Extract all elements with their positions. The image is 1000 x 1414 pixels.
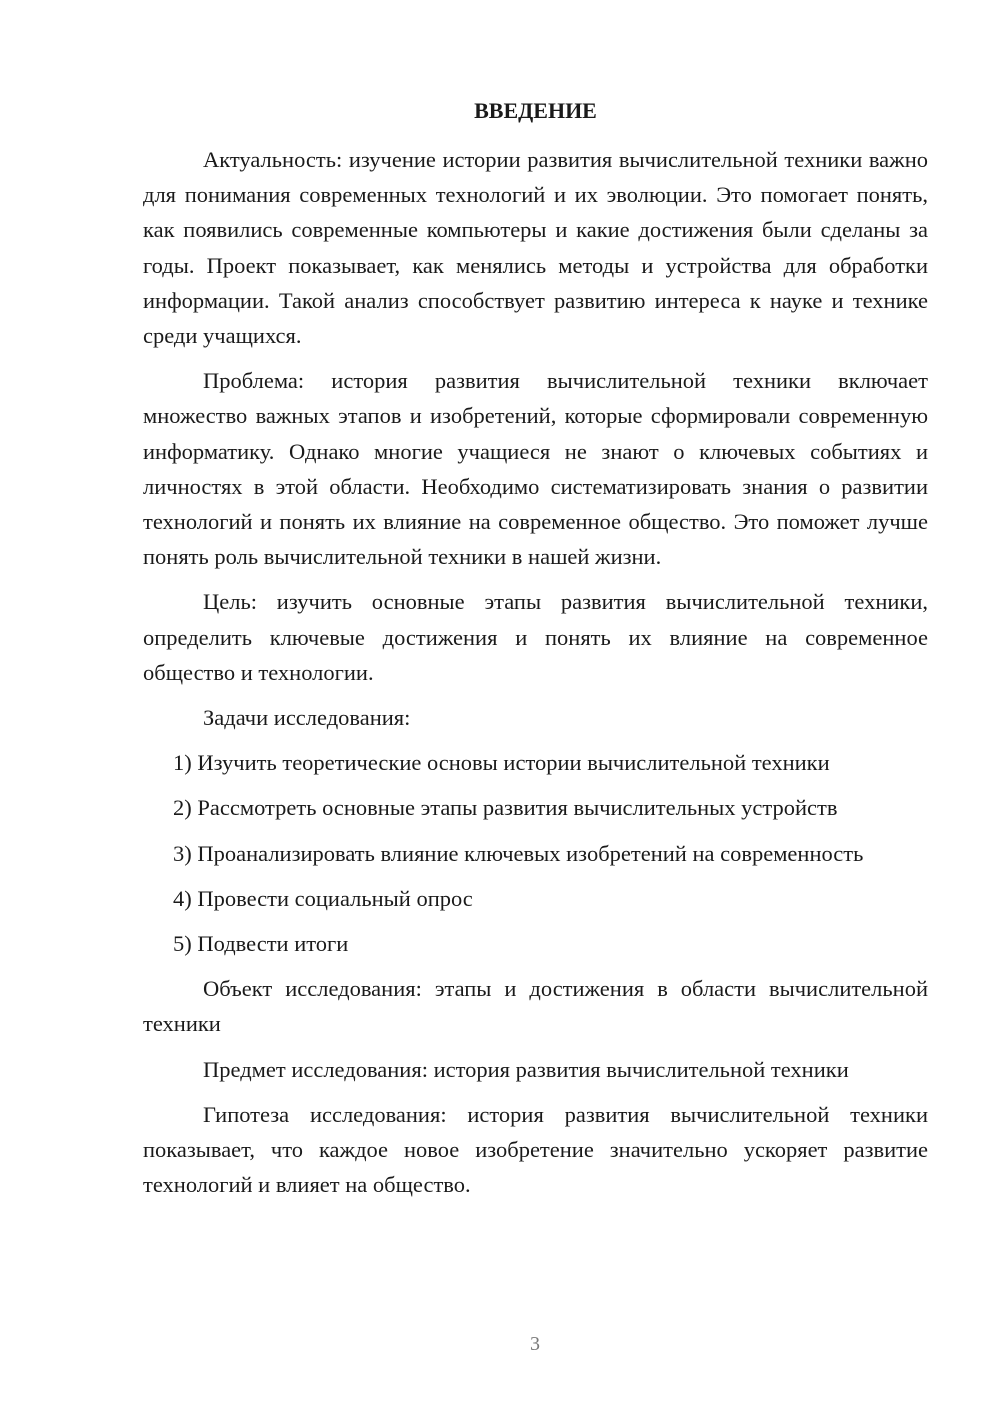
task-item-1: 1) Изучить теоретические основы истории вычислительной техники <box>173 750 830 776</box>
goal-paragraph: Цель: изучить основные этапы развития вычислительной техники, определить ключевые достижения и понять их влияние на современное общество и технологии. <box>143 589 928 685</box>
subject-paragraph: Предмет исследования: история развития вычислительной техники <box>203 1056 849 1082</box>
page-number: 3 <box>530 1333 540 1355</box>
page-title: ВВЕДЕНИЕ <box>474 98 597 123</box>
hypothesis-paragraph: Гипотеза исследования: история развития вычислительной техники показывает, что каждое новое изобретение значительно ускоряет развитие технологий и влияет на общество. <box>143 1101 928 1198</box>
task-item-5: 5) Подвести итоги <box>173 931 349 957</box>
document-body <box>143 142 928 1212</box>
relevance-paragraph: Актуальность: изучение истории развития вычислительной техники важно для понимания современных технологий и их эволюции. Это помогает понять, как появились современные компьютеры и какие достижения были сделаны за годы. Проект показывает, как менялись методы и устройства для обработки информации. Такой анализ способствует развитию интереса к науке и технике среди учащихся. <box>143 147 928 349</box>
tasks-heading: Задачи исследования: <box>203 705 411 731</box>
task-item-3: 3) Проанализировать влияние ключевых изобретений на современность <box>173 840 864 866</box>
problem-paragraph: Проблема: история развития вычислительной техники включает множество важных этапов и изобретений, которые сформировали современную информатику. Однако многие учащиеся не знают о ключевых событиях и личностях в этой области. Необходимо систематизировать знания о развитии технологий и понять их влияние на современное общество. Это поможет лучше понять роль вычислительной техники в нашей жизни. <box>143 368 928 570</box>
task-item-2: 2) Рассмотреть основные этапы развития вычислительных устройств <box>173 795 838 821</box>
task-item-4: 4) Провести социальный опрос <box>173 885 473 911</box>
object-paragraph: Объект исследования: этапы и достижения в области вычислительной техники <box>143 976 928 1037</box>
